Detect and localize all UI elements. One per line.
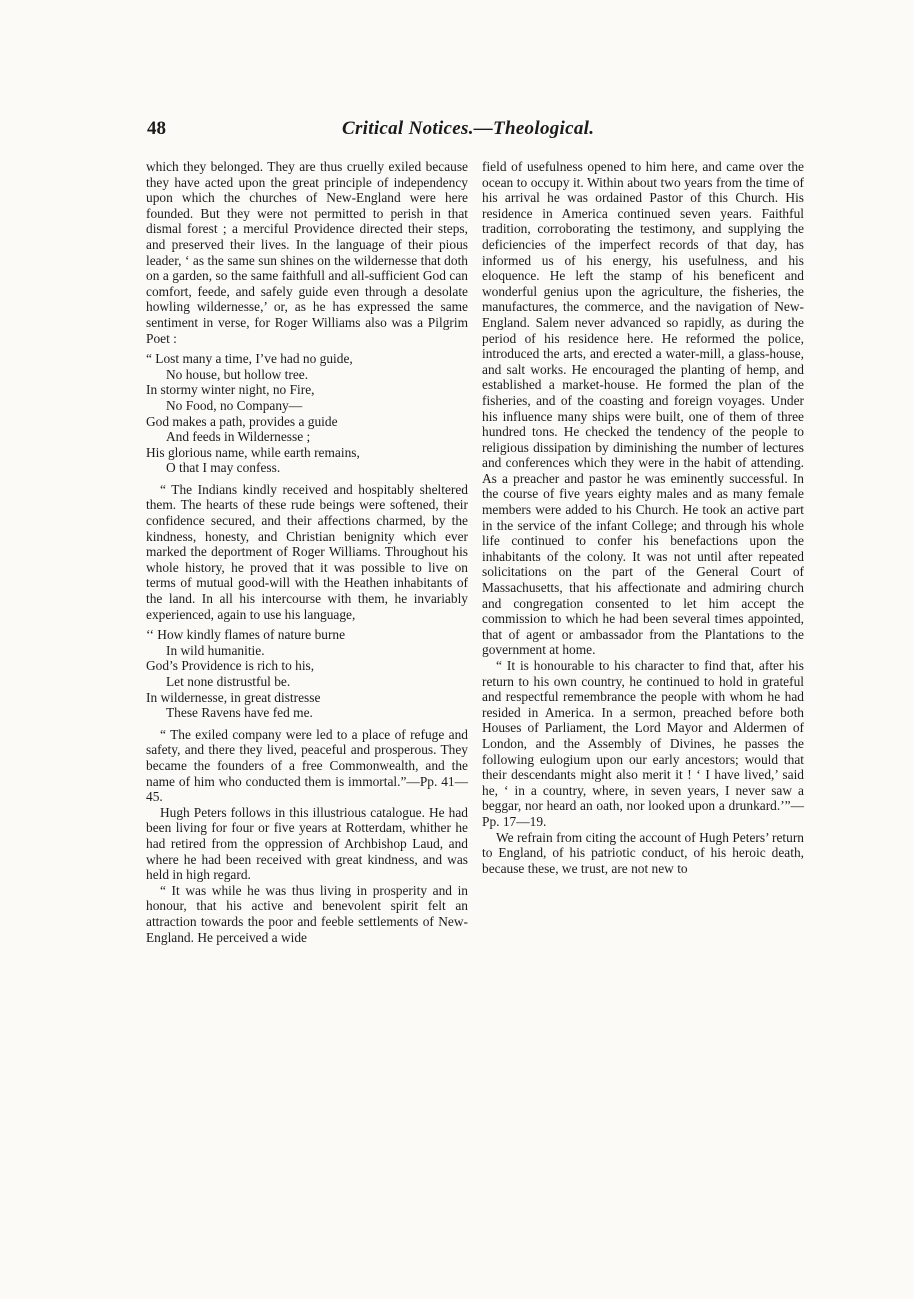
verse-line: No Food, no Company—: [166, 397, 303, 413]
paragraph-we-refrain: We refrain from citing the account of Hugh Peters’ return to England, of his patriotic conduct, of his heroic death, because these, we trust, are not new to: [482, 829, 804, 876]
page-header: [147, 118, 803, 144]
verse-line: “ Lost many a time, I’ve had no guide,: [146, 351, 353, 367]
page-number: 48: [147, 118, 166, 139]
verse-line: In wildernesse, in great distresse: [146, 689, 321, 705]
verse-line: God makes a path, provides a guide: [146, 413, 338, 429]
verse-line: These Ravens have fed me.: [166, 705, 313, 721]
verse-line: And feeds in Wildernesse ;: [166, 429, 311, 445]
verse-line: His glorious name, while earth remains,: [146, 444, 360, 460]
paragraph-hugh-peters: Hugh Peters follows in this illustrious catalogue. He had been living for four or five years at Rotterdam, whither he had retired from the oppression of Archbishop Laud, and where he had been received with great kindness, and was held in high regard.: [146, 804, 468, 883]
running-head: Critical Notices.—Theological.: [342, 118, 595, 139]
paragraph-honourable: “ It is honourable to his character to find that, after his return to his own country, he continued to hold in grateful and respectful remembrance the people with whom he had resided in America. In a sermon, preached before both Houses of Parliament, the Lord Mayor and Aldermen of London, and the Assembly of Divines, he passes the following eulogium upon our early ancestors; would that their descendants might also merit it ! ‘ I have lived,’ said he, ‘ in a country, where, in seven years, I never saw a beggar, nor heard an oath, nor looked upon a drunkard.’”—Pp. 17—19.: [482, 658, 804, 829]
verse-line: ‘‘ How kindly flames of nature burne: [146, 627, 346, 643]
paragraph-prosperity: “ It was while he was thus living in prosperity and in honour, that his active and benevolent spirit felt an attraction towards the poor and feeble settlements of New-England. He perceived a wide: [146, 882, 468, 945]
verse-line: God’s Providence is rich to his,: [146, 658, 315, 674]
poem-lost-many-a-time: [146, 351, 468, 476]
paragraph-field-of-usefulness: field of usefulness opened to him here, and came over the ocean to occupy it. Within about two years from the time of his arrival he was ordained Pastor of this Church. His residence in America continued seven years. Faithful tradition, corroborating the testimony, and supplying the deficiencies of the imperfect records of that day, has informed us of his energy, his usefulness, and his eloquence. He left the stamp of his beneficent and wonderful genius upon the agriculture, the fisheries, the manufactures, the commerce, and the navigation of New-England. Salem never advanced so rapidly, as during the period of his residence here. He reformed the police, introduced the arts, and erected a water-mill, a glass-house, and salt works. He encouraged the planting of hemp, and established a market-house. He formed the plan of the fisheries, and of the coasting and foreign voyages. Under his influence many ships were built, one of them of three hundred tons. He checked the tendency of the people to religious dissipation by diminishing the number of lectures and conferences which they were in the habit of attending. As a preacher and pastor he was eminently successful. In the course of five years eighty males and as many female members were added to his Church. He took an active part in the service of the infant College; and through his whole life continued to confer his benefactions upon the inhabitants of the colony. It was not until after repeated solicitations on the part of the General Court of Massachusetts, that his affectionate and admiring church and congregation consented to let him accept the commission to which he had been several times appointed, that of agent or ambassador from the Plantations to the government at home.: [482, 159, 804, 658]
verse-line: In stormy winter night, no Fire,: [146, 382, 315, 398]
verse-line: In wild humanitie.: [166, 642, 265, 658]
right-column: [482, 159, 804, 876]
poem-kindly-flames: [146, 627, 468, 721]
paragraph-exiled-company: “ The exiled company were led to a place of refuge and safety, and there they lived, peaceful and prosperous. They became the founders of a free Commonwealth, and the name of him who conducted them is immortal.”—Pp. 41—45.: [146, 726, 468, 805]
verse-line: No house, but hollow tree.: [166, 366, 309, 382]
paragraph-exiled: which they belonged. They are thus cruelly exiled because they have acted upon the great principle of independency upon which the churches of New-England were here founded. But they were not permitted to perish in that dismal forest ; a merciful Providence directed their steps, and preserved their lives. In the language of their pious leader, ‘ as the same sun shines on the wildernesse that doth on a garden, so the same faithfull and all-sufficient God can comfort, feede, and safely guide even through a desolate howling wildernesse,’ or, as he has expressed the same sentiment in verse, for Roger Williams also was a Pilgrim Poet :: [146, 159, 468, 346]
paragraph-indians: “ The Indians kindly received and hospitably sheltered them. The hearts of these rude beings were softened, their confidence secured, and their affections charmed, by the kindness, honesty, and Christian benignity which ever marked the deportment of Roger Williams. Throughout his whole history, he proved that it was possible to live on terms of mutual good-will with the Heathen inhabitants of the land. In all his intercourse with them, he invariably experienced, again to use his language,: [146, 481, 468, 622]
verse-line: Let none distrustful be.: [166, 674, 291, 689]
left-column: [146, 159, 468, 945]
verse-line: O that I may confess.: [166, 460, 281, 476]
